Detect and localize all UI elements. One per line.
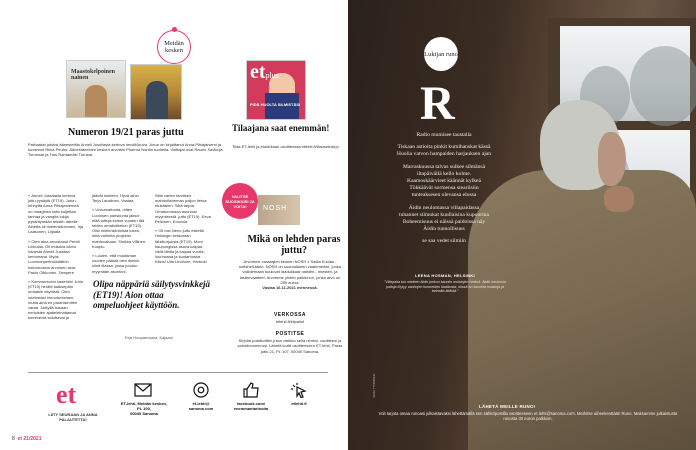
et-plus-cover (246, 60, 306, 120)
letter: » Kommentoimi kadehtiu! Juttu (ET19) herätti taaksepäin omaakin käytöstä. Olen mielestäni hienotunteinen, mutta aina en paranisimiten varaa. Jatkyllä toisaan nerloisten ajatteleinattamat kommentit saluttavat ja (28, 279, 83, 321)
verkossa-title: VERKOSSA (273, 312, 307, 318)
letter: jäävät mieleen. Hyvä aihe! Terja Lauslinen, Vantaa (92, 193, 139, 204)
letters-column-1 (28, 193, 84, 325)
pull-quote-source: Erja Hoopanvaara, Kajaani (125, 335, 173, 340)
et-logo: et (56, 380, 77, 409)
postal-address: ET-lehti, Meidän kesken, PL 100, 00040 Sanoma (120, 401, 168, 416)
poem-stanza: Äidin neulomassa villapaidassa tuhannet silmukat kuullaisina kupoorina Boheemisuus ei näissä paidoissa näy Äidin tunnollisuus (399, 204, 489, 233)
valitse-suosikkisi-badge: VALITSE SUOSIKKISI JA VOITA! (222, 183, 258, 219)
nosh-label: NOSH (263, 205, 288, 212)
woman-hand (604, 186, 634, 212)
poem (378, 132, 510, 251)
meiden-kesken-label: Meidän kesken (164, 40, 184, 54)
send-poem-body: Voit tarjota omaa runoasi julkaistavaksi lähettämällä sen sähköpostilla osoitteeseen et-lehti@sanoma.com. Merkitse aiheekenttään Runo. Maksamme julkaistusta runosta 30 euron palkkion. (378, 411, 678, 422)
postitse-title: POSTITSE (275, 331, 305, 337)
cover-title: Maastokelpoinen nainen (71, 69, 116, 81)
numero-title: Numeron 19/21 paras juttu (68, 127, 184, 138)
page-number: 8 et 21/2021 (12, 436, 42, 442)
poem-stanza: se saa vedet silmiin (422, 238, 466, 245)
envelope-icon (134, 382, 152, 398)
facebook-link[interactable]: facebook.com/ enemmantarinoita (233, 401, 269, 411)
poem-stanza: Radio mumisee taustalla (416, 132, 472, 138)
pull-quote: Olipa näppäriä säilytysvinkkejä (ET19)! Aion ottaa ompeluohjeet käyttöön. (93, 279, 210, 310)
cursor-click-icon (290, 382, 308, 398)
at-sign-icon (192, 382, 210, 398)
website-link[interactable]: etlehti.fi (291, 401, 307, 406)
email-address[interactable]: et-lehti@ sanoma.com (188, 401, 214, 411)
badge-dot (172, 27, 177, 32)
magazine-photo-2 (130, 64, 182, 120)
liity-seuraan-text: LIITY SEURAAN JA ANNA PALAUTETTA! (48, 412, 98, 422)
magazine-cover-1 (66, 60, 126, 118)
nosh-product-image (258, 195, 300, 225)
cover-caption: PIDÄ HUOLTA SILMISTÄSI (250, 102, 301, 107)
tilaa-title: Tilaajana saat enemmän! (232, 123, 330, 133)
tilaa-body: Tilaa ET-lehti ja etuhintaan osoitteessa etlehti.fi/tilausetukirjo (232, 144, 339, 149)
verkossa-link[interactable]: etlehti.fi/kilpailut (275, 319, 305, 325)
verkossa-section (236, 313, 344, 324)
thumbs-up-icon (242, 382, 260, 398)
meiden-kesken-badge (157, 30, 191, 64)
poem-stanza: Marraskuussa talvas sulkee silmänsä iltapäivällä kello kolme. Kaamoskäärvieet käännät kylkeä Tökkäävät sormensa steariisiin tunteaksesen olevansa elossa (402, 163, 486, 199)
postitse-section (236, 332, 344, 354)
mika-title: Mikä on lehden paras juttu? (247, 234, 341, 256)
woman-face (598, 132, 626, 186)
photo-person (146, 81, 168, 120)
cover-logo: etplus (250, 61, 279, 83)
poem-stanza: Tiskaan astioita pinkit kumihanskat kässä Huolia vatvon hampaiden harjauksen ajan (396, 144, 492, 158)
postitse-body: Kirjoita postikorttiin jutun otsikko sekä nimesi, osoitteesi ja puhelinnumerosi. Lähetä kortti osoitteeseen ET-lehti, Paras juttu 21, PL 107, 00040 Sanoma. (237, 338, 343, 354)
poem-author: LEENA HOSMAN, HELSINKI (415, 273, 475, 278)
author-quote: "Villapaita tuo mieleen äidin jonkun kauniin muistojen hetkeä. Äidin neulomia paitoja löytyy vanhojen huoneiden laatikosta, niissä on kauniita muistoja ja tarinoita äidistä." (384, 280, 506, 294)
send-poem-title: LÄHETÄ MEILLE RUNO! (479, 404, 536, 409)
letter: » Luulen, että muutaman vuoden päästä olen itsekin siinä tilassa, jossa joudun myymään asuntoni. (92, 253, 140, 274)
letters-column-2 (92, 193, 148, 278)
cover-person (85, 85, 107, 117)
letter: » Unkomattonta, miten Luotosen pariskunta jaksoi elää tuttuja kolme vuoden tää teiden omakotikelon (ET19). Olisi mielenkiintoista lukea, mitä valhetta projektin mahtuvakaan. Sinikka Villinen, Kuopio (92, 207, 147, 249)
letter: » Olen aina arvostanut Pentti Linkolaa. Oli mukava lukea hänestä Anneli Jussilan kertomana. Myös Luonnonperintösäätiön hatunnoston arvoinen asia. Paulo Olkkonen, Tampere (28, 238, 80, 275)
letter: » Anneli Jussilasta kertova juttu pysäytti (ET19). Jutun tehnyttä Anna Pihlajaniemeä on maaginen taito kuljettaa tarinaa ja vangita lukija pysähtymään tekstin äärelle. Aihetta oli mielenkiintoinen. Irja Laasonen, Liljaala (28, 193, 84, 235)
footer-divider (28, 372, 328, 373)
letters-column-3 (155, 193, 211, 269)
lukijan-runo-badge: Lukijan runo (424, 37, 458, 71)
photo-credit: VESA TYNNINEN (372, 374, 376, 398)
letter: » Oli tosi hieno juttu esitellä Helsingin keskustan tähtikorjuksia (ET19). Moni kaupungissa asuva kaipaa vielä tähtia ja kaipaa vuorta, luonnossa ja kuutamossa. Kiitos! Ulla Lindhom, Helsinki (155, 228, 207, 265)
mika-body: Arvomme vastaajien kesken NOSH x Sasta Kuolas -softshell-takin. NOSH on suomalainen vaatemerkki, jonka vallolemaan kuuluvat laadukkaat naisten-, miesten- ja lastenvaatteet. Arvomme yhden palkinnon, jonka arvo on 289 euroa. Vastaa 16.11.2021 mennessä. (238, 259, 342, 291)
drop-initial: R (420, 77, 455, 130)
letter: Siitä varten tarvitsen mahdollisimman paljon tietoa etukäteen. Siitä tarjosi Ornaturomaan asunnon myymisestä -juttu (ET19). Eeva Pellonen, Kouvola (155, 193, 211, 225)
numero-body: Parhaaksi jutuksi äänestettiin Anneli Jussilasta kertova henkilökuva. Jutun on kirjoittanut Anna Pihlajaniemi ja kuvannut Riina Peuhu. Äänestäneiden kesken arvottiin Pharma Nordin tuotteita. Voittajat ovat Rauno Savikoja Torniosta ja Taru Rantamäki Turusta. (28, 142, 223, 158)
